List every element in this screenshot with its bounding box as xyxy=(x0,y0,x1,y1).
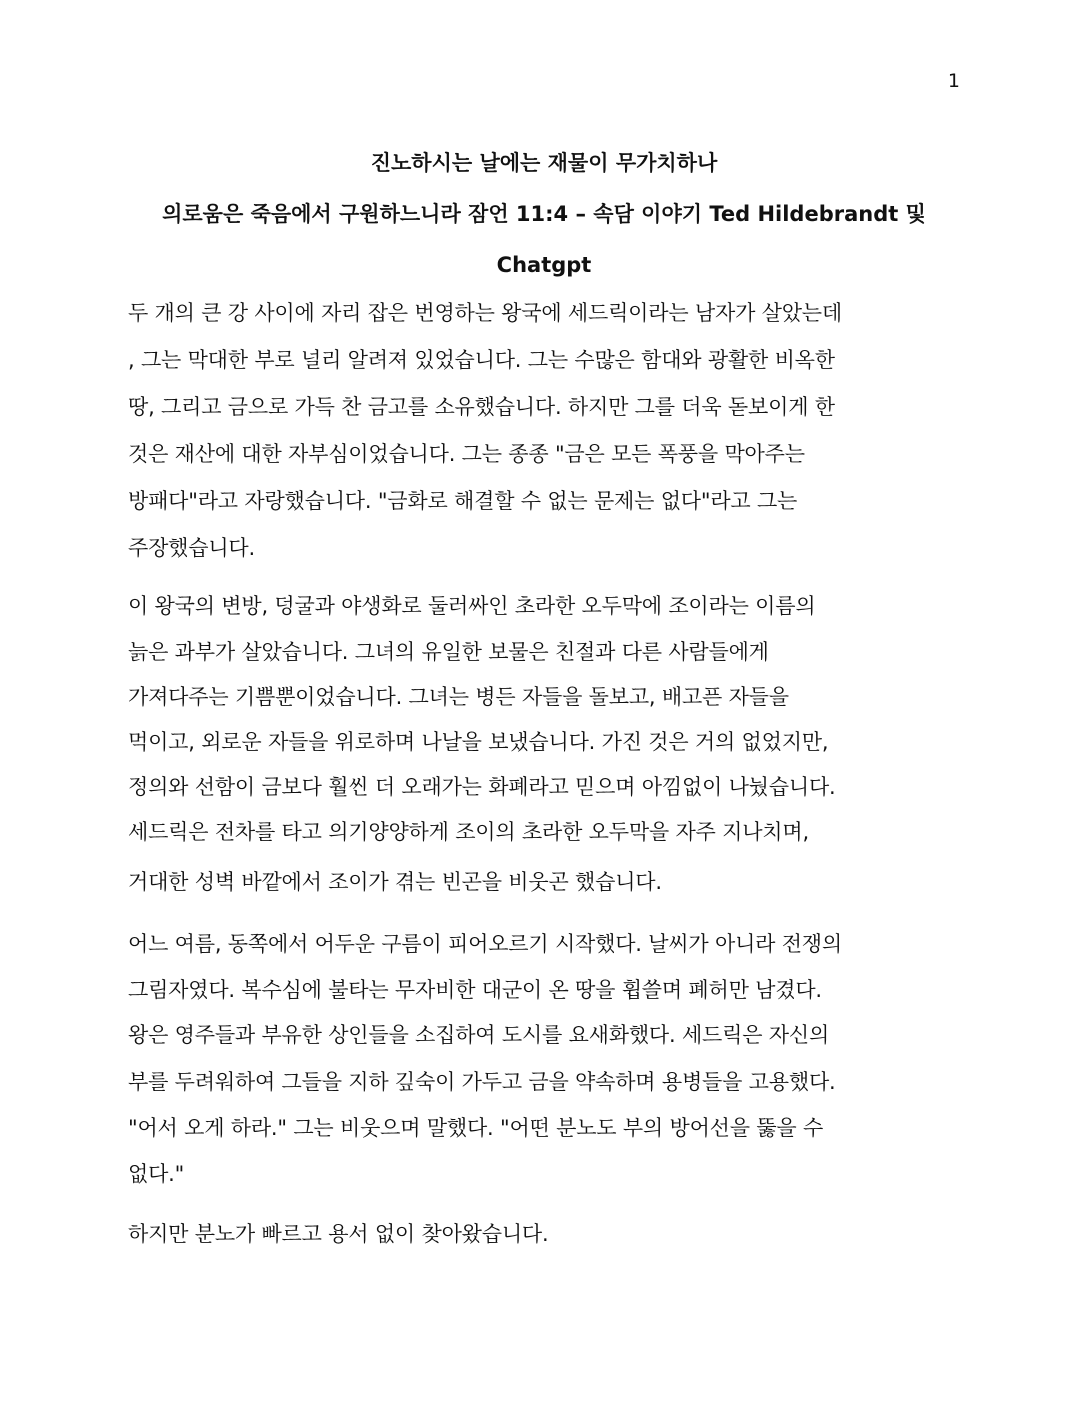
body-line: 주장했습니다. xyxy=(128,536,255,560)
body-line: 먹이고, 외로운 자들을 위로하며 나날을 보냈습니다. 가진 것은 거의 없었지만, xyxy=(128,730,829,754)
body-line: 늙은 과부가 살았습니다. 그녀의 유일한 보물은 친절과 다른 사람들에게 xyxy=(128,640,769,664)
body-line: 정의와 선함이 금보다 훨씬 더 오래가는 화폐라고 믿으며 아낌없이 나눴습니다. xyxy=(128,775,836,799)
body-line: 없다." xyxy=(128,1162,185,1186)
body-line: 두 개의 큰 강 사이에 자리 잡은 번영하는 왕국에 세드릭이라는 남자가 살았는데 xyxy=(128,301,842,325)
body-line: 그림자였다. 복수심에 불타는 무자비한 대군이 온 땅을 휩쓸며 폐허만 남겼다. xyxy=(128,978,822,1002)
body-line: 것은 재산에 대한 자부심이었습니다. 그는 종종 "금은 모든 폭풍을 막아주는 xyxy=(128,442,805,466)
body-line: 이 왕국의 변방, 덩굴과 야생화로 둘러싸인 초라한 오두막에 조이라는 이름의 xyxy=(128,594,816,618)
body-line: 땅, 그리고 금으로 가득 찬 금고를 소유했습니다. 하지만 그를 더욱 돋보이게 한 xyxy=(128,395,835,419)
document-title xyxy=(128,138,960,291)
body-line: 어느 여름, 동쪽에서 어두운 구름이 피어오르기 시작했다. 날씨가 아니라 전쟁의 xyxy=(128,932,842,956)
title-line: 진노하시는 날에는 재물이 무가치하나 xyxy=(370,151,718,175)
title-line: 의로움은 죽음에서 구원하느니라 잠언 11:4 – 속담 이야기 Ted Hildebrandt 및 xyxy=(162,202,926,226)
body-line: 가져다주는 기쁨뿐이었습니다. 그녀는 병든 자들을 돌보고, 배고픈 자들을 xyxy=(128,685,789,709)
body-line: , 그는 막대한 부로 널리 알려져 있었습니다. 그는 수많은 함대와 광활한 비옥한 xyxy=(128,348,835,372)
body-line: 세드릭은 전차를 타고 의기양양하게 조이의 초라한 오두막을 자주 지나치며, xyxy=(128,820,809,844)
body-line: 거대한 성벽 바깥에서 조이가 겪는 빈곤을 비웃곤 했습니다. xyxy=(128,870,662,894)
body-line: 방패다"라고 자랑했습니다. "금화로 해결할 수 없는 문제는 없다"라고 그는 xyxy=(128,489,798,513)
body-line: 하지만 분노가 빠르고 용서 없이 찾아왔습니다. xyxy=(128,1222,549,1246)
body-line: 왕은 영주들과 부유한 상인들을 소집하여 도시를 요새화했다. 세드릭은 자신의 xyxy=(128,1023,830,1047)
title-line: Chatgpt xyxy=(496,253,592,277)
body-line: "어서 오게 하라." 그는 비웃으며 말했다. "어떤 분노도 부의 방어선을 뚫을 수 xyxy=(128,1116,824,1140)
page-number: 1 xyxy=(947,70,960,92)
body-line: 부를 두려워하여 그들을 지하 깊숙이 가두고 금을 약속하며 용병들을 고용했다. xyxy=(128,1070,836,1094)
